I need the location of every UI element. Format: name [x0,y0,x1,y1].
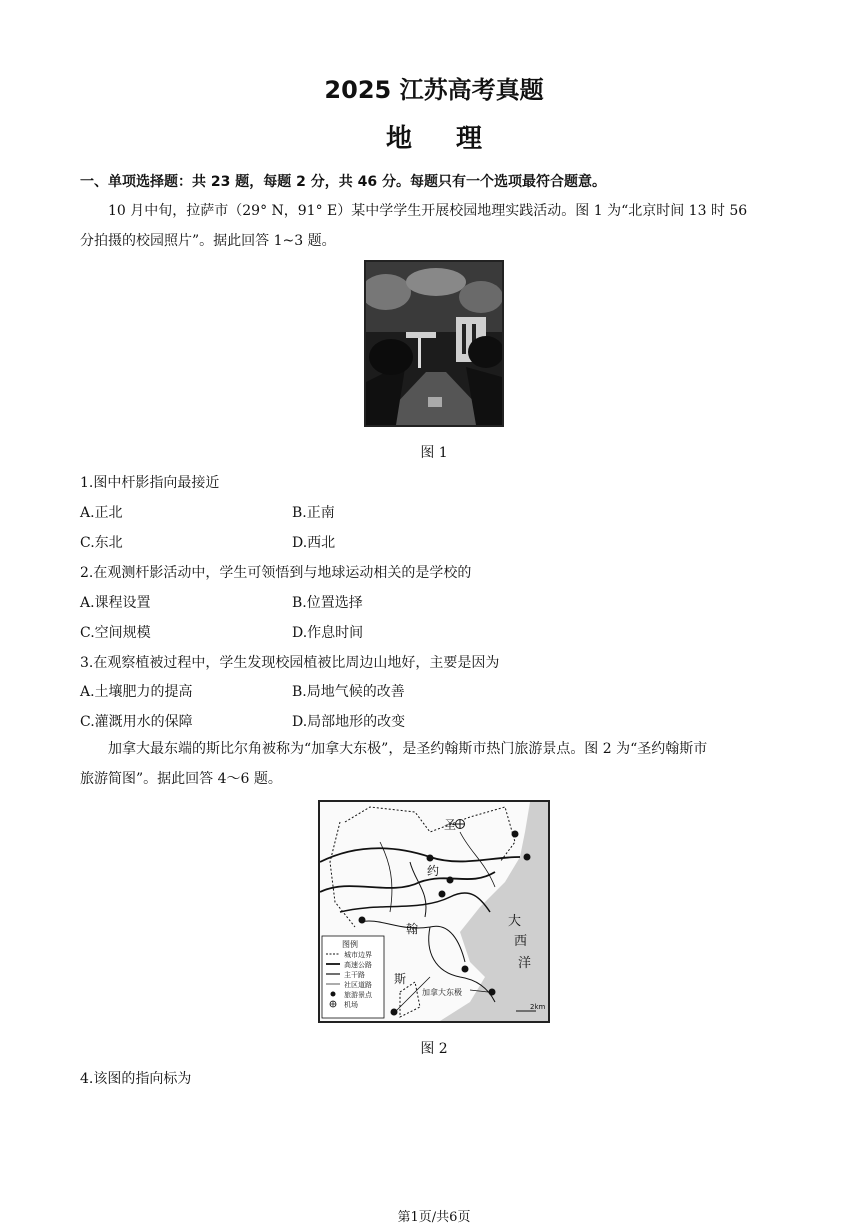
section-heading: 一、单项选择题：共 23 题，每题 2 分，共 46 分。每题只有一个选项最符合题意。 [80,174,606,190]
map-legend-title: 图例 [342,940,358,949]
map-label-sheng: 圣 [444,818,457,832]
map-label-yue: 约 [427,864,440,878]
passage-1 [80,196,792,256]
figure-2-caption: 图 2 [420,1041,448,1057]
attraction-point [512,831,519,838]
map-label-scale: 2km [530,1003,546,1011]
subject-title: 地理 [385,124,526,154]
question-2-option-b: B.位置选择 [292,595,363,611]
question-3-option-c: C.灌溉用水的保障 [80,714,193,730]
highway-line [320,848,520,862]
map-label-si: 斯 [394,972,407,986]
page-footer: 第1页/共6页 [397,1210,471,1225]
map-label-da: 大 [508,914,522,929]
question-1-option-c: C.东北 [80,535,123,551]
question-1-option-a: A.正北 [80,505,123,521]
question-2-option-d: D.作息时间 [292,625,364,641]
question-3-option-a: A.土壤肥力的提高 [80,684,193,700]
question-2-stem: 2.在观测杆影活动中，学生可领悟到与地球运动相关的是学校的 [80,565,472,581]
legend-airport: 机场 [344,1001,358,1009]
campus-photo-image [366,262,502,425]
map-label-yang: 洋 [518,956,532,971]
tourism-map [318,800,550,1023]
question-4-stem: 4.该图的指向标为 [80,1071,192,1087]
question-3-option-d: D.局部地形的改变 [292,714,406,730]
passage-1-line-1: 10 月中旬，拉萨市（29° N，91° E）某中学学生开展校园地理实践活动。图 1 为“北京时间 13 时 56 [108,203,748,219]
legend-community-road: 社区道路 [344,981,372,989]
legend-city-boundary: 城市边界 [344,951,372,959]
map-label-xi: 西 [514,934,528,949]
passage-1-line-2: 分拍摄的校园照片”。据此回答 1~3 题。 [80,233,336,249]
question-1-option-b: B.正南 [292,505,335,521]
campus-photo [364,260,504,427]
map-label-east-pole: 加拿大东极 [422,988,462,997]
passage-2 [80,734,792,794]
city-boundary-line [345,807,515,862]
passage-2-line-2: 旅游简图”。据此回答 4～6 题。 [80,771,282,787]
passage-2-line-1: 加拿大最东端的斯比尔角被称为“加拿大东极”，是圣约翰斯市热门旅游景点。图 2 为“圣约翰斯市 [108,741,708,757]
question-2-option-a: A.课程设置 [80,595,151,611]
question-1-option-d: D.西北 [292,535,336,551]
legend-attraction: 旅游景点 [344,991,372,999]
question-3-option-b: B.局地气候的改善 [292,684,405,700]
question-1-stem: 1.图中杆影指向最接近 [80,475,220,491]
figure-1-caption: 图 1 [420,445,448,461]
map-label-han: 翰 [406,922,419,936]
exam-title: 2025 江苏高考真题 [324,76,544,104]
legend-highway: 高速公路 [344,961,372,969]
question-3-stem: 3.在观察植被过程中，学生发现校园植被比周边山地好，主要是因为 [80,655,500,671]
question-2-option-c: C.空间规模 [80,625,151,641]
legend-main-road: 主干路 [344,971,365,979]
